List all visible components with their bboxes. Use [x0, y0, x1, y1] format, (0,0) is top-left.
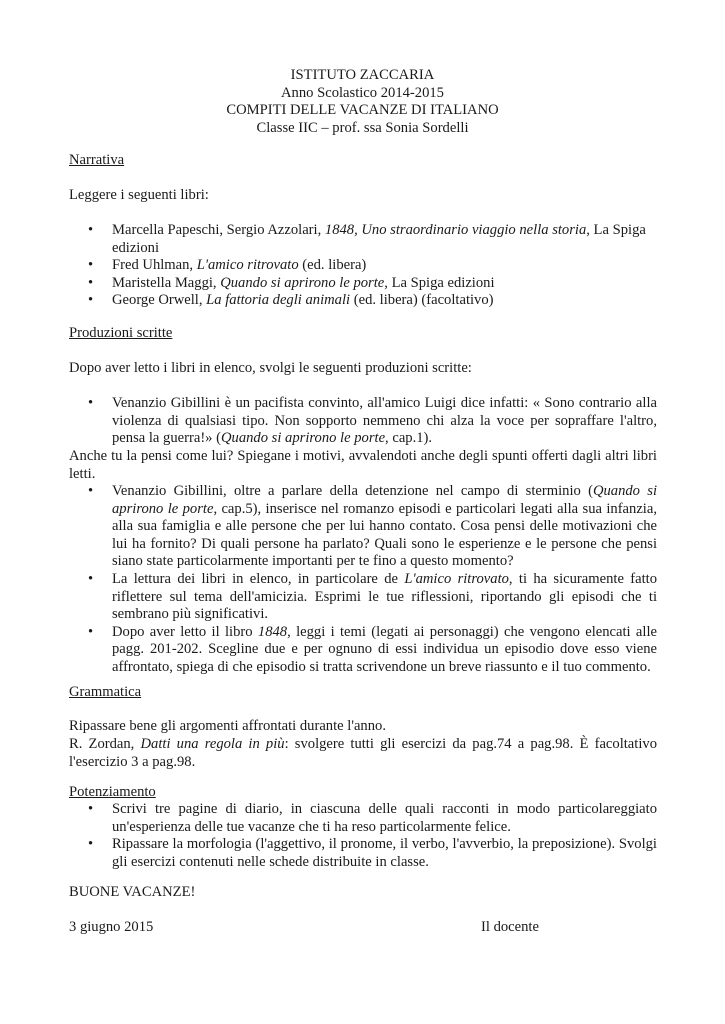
list-item: • Fred Uhlman, L'amico ritrovato (ed. libera) [88, 257, 367, 274]
grammatica-line-2: R. Zordan, Datti una regola in più: svolgere tutti gli esercizi da pag.74 a pag.98. È facoltativo l'esercizio 3 a pag.98. [69, 736, 657, 770]
bullet-icon: • [88, 570, 94, 587]
list-item: • La lettura dei libri in elenco, in particolare de L'amico ritrovato, ti ha sicuramente fatto riflettere sul tema dell'amicizia. Esprimi le tue riflessioni, riportando gli episodi che ti sembrano più significativi. [88, 570, 657, 623]
list-item: • Venanzio Gibillini, oltre a parlare della detenzione nel campo di sterminio (Quando si aprirono le porte, cap.5), inserisce nel romanzo episodi e particolari legati alla sua infanzia, alla sua famiglia e alle persone che per lui hanno contato. Cosa pensi delle motivazioni che lui ha fornito? Di quali persone ha parlato? Quali sono le esperienze e le persone che pensi siano state particolarmente importanti per te fino a questo momento? [88, 483, 657, 570]
bullet-icon: • [88, 257, 94, 274]
list-item: • George Orwell, La fattoria degli animali (ed. libera) (facoltativo) [88, 292, 494, 309]
grammatica-heading: Grammatica [69, 684, 142, 700]
grammatica-line-1: Ripassare bene gli argomenti affrontati durante l'anno. [69, 718, 386, 734]
bullet-icon: • [88, 623, 94, 640]
narrativa-heading: Narrativa [69, 152, 125, 168]
potenziamento-heading: Potenziamento [69, 784, 156, 800]
list-item: • Maristella Maggi, Quando si aprirono le porte, La Spiga edizioni [88, 274, 495, 291]
bullet-icon: • [88, 801, 94, 817]
produzioni-intro: Dopo aver letto i libri in elenco, svolgi le seguenti produzioni scritte: [69, 360, 472, 376]
narrativa-intro: Leggere i seguenti libri: [69, 187, 209, 203]
document-title: COMPITI DELLE VACANZE DI ITALIANO [226, 102, 499, 119]
produzioni-heading: Produzioni scritte [69, 325, 173, 341]
signature-label: Il docente [481, 919, 539, 935]
list-item: • Dopo aver letto il libro 1848, leggi i temi (legati ai personaggi) che vengono elencati alle pagg. 201-202. Scegline due e per ognuno di essi individua un episodio dove esso viene affrontato, spiega di che episodio si tratta scrivendone un breve riassunto e il tuo commento. [88, 623, 657, 675]
book-title: 1848, Uno straordinario viaggio nella storia, [324, 222, 590, 238]
book-list [69, 222, 657, 310]
signature-row [69, 919, 657, 937]
writing-task-1-follow: Anche tu la pensi come lui? Spiegane i motivi, avvalendoti anche degli spunti offerti dagli altri libri letti. [69, 448, 657, 482]
book-title: L'amico ritrovato [196, 257, 299, 274]
writing-tasks [69, 483, 657, 677]
document-header [0, 67, 725, 137]
closing-greeting: BUONE VACANZE! [69, 884, 196, 900]
book-title: Datti una regola in più [140, 736, 285, 752]
school-name: ISTITUTO ZACCARIA [290, 67, 435, 83]
bullet-icon: • [88, 836, 94, 853]
book-title: La fattoria degli animali [206, 292, 351, 309]
list-item: • Scrivi tre pagine di diario, in ciascuna delle quali racconti in modo particolareggiato un'esperienza delle tue vacanze che ti ha reso particolarmente felice. [88, 801, 657, 835]
school-year: Anno Scolastico 2014-2015 [281, 84, 444, 101]
bullet-icon: • [88, 292, 94, 309]
list-item: • Marcella Papeschi, Sergio Azzolari, 1848, Uno straordinario viaggio nella storia, La Spiga edizioni [88, 222, 646, 256]
list-item: • Ripassare la morfologia (l'aggettivo, il pronome, il verbo, l'avverbio, la preposizione). Svolgi gli esercizi contenuti nelle schede distribuite in classe. [88, 836, 657, 870]
writing-task-1 [69, 395, 657, 448]
bullet-icon: • [88, 222, 94, 238]
bullet-icon: • [88, 395, 94, 411]
bullet-icon: • [88, 483, 94, 499]
book-title: Quando si aprirono le porte [220, 274, 385, 291]
potenziamento-list [69, 801, 657, 871]
list-item: • Venanzio Gibillini è un pacifista convinto, all'amico Luigi dice infatti: « Sono contrario alla violenza di qualsiasi tipo. Non sopporto nemmeno chi alza la voce per sopraffare l'altro, pensa la guerra!» (Quando si aprirono le porte, cap.1). [88, 395, 657, 447]
class-teacher: Classe IIC – prof. ssa Sonia Sordelli [256, 119, 469, 136]
bullet-icon: • [88, 274, 94, 291]
document-date: 3 giugno 2015 [69, 919, 154, 935]
